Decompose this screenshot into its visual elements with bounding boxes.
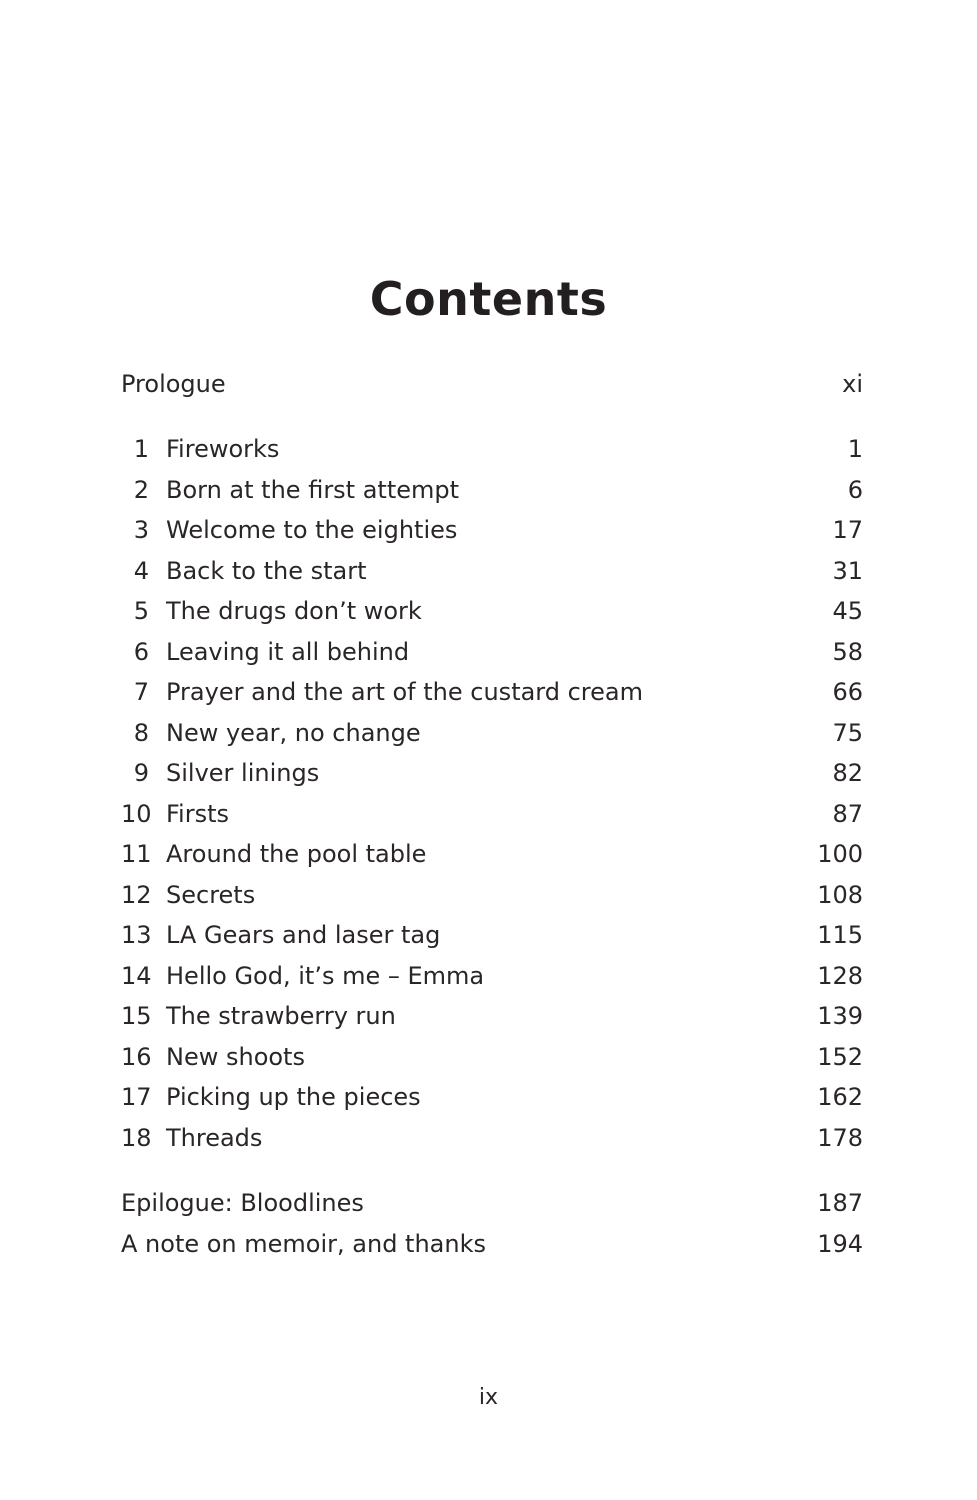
chapter-title: Back to the start xyxy=(166,556,367,585)
chapter-title: Silver linings xyxy=(166,759,320,787)
toc-entry-chapter xyxy=(121,591,863,631)
chapter-page: 162 xyxy=(817,1083,863,1111)
chapter-number: 8 xyxy=(133,718,149,747)
toc-entry-chapter xyxy=(121,915,863,955)
chapter-page: 6 xyxy=(847,475,863,504)
chapter-number: 16 xyxy=(121,1042,152,1071)
chapter-title: Prayer and the art of the custard cream xyxy=(166,678,643,706)
toc-entry-chapter xyxy=(121,1077,863,1117)
chapter-number: 6 xyxy=(133,637,149,666)
chapter-title: LA Gears and laser tag xyxy=(166,921,441,949)
toc-entry-label: Prologue xyxy=(121,370,226,398)
chapter-title: Born at the first attempt xyxy=(166,475,460,504)
chapter-number: 18 xyxy=(121,1123,152,1152)
chapter-page: 45 xyxy=(832,597,863,625)
toc-entry-chapter xyxy=(121,1118,863,1158)
chapter-page: 178 xyxy=(817,1123,863,1152)
page-title: Contents xyxy=(369,271,608,326)
chapter-title: Around the pool table xyxy=(166,840,427,868)
chapter-number: 3 xyxy=(133,516,149,544)
toc-entry-chapter xyxy=(121,551,863,591)
chapter-number: 4 xyxy=(133,556,149,585)
chapter-page: 87 xyxy=(832,799,863,828)
toc-entry-chapter xyxy=(121,794,863,834)
toc-entry-chapter xyxy=(121,996,863,1036)
toc-entry-page: 187 xyxy=(817,1189,863,1217)
chapter-number: 5 xyxy=(133,597,149,625)
chapter-number: 2 xyxy=(133,475,149,504)
toc-entry-chapter xyxy=(121,956,863,996)
chapter-number: 11 xyxy=(121,840,152,868)
toc-entry-chapter xyxy=(121,875,863,915)
chapter-number: 14 xyxy=(121,961,152,990)
chapter-page: 1 xyxy=(847,435,863,463)
chapter-number: 10 xyxy=(121,799,152,828)
chapter-page: 108 xyxy=(817,880,863,909)
toc-entry-label: A note on memoir, and thanks xyxy=(121,1229,486,1258)
toc-entry-chapter xyxy=(121,834,863,874)
chapter-page: 152 xyxy=(817,1042,863,1071)
chapter-title: Leaving it all behind xyxy=(166,637,410,666)
chapter-number: 7 xyxy=(133,678,149,706)
chapter-page: 31 xyxy=(832,556,863,585)
chapter-title: New year, no change xyxy=(166,718,421,747)
chapter-number: 17 xyxy=(121,1083,152,1111)
toc-entry-label: Epilogue: Bloodlines xyxy=(121,1189,364,1217)
page-number: ix xyxy=(478,1385,499,1410)
chapter-page: 17 xyxy=(832,516,863,544)
toc-entry-chapter xyxy=(121,632,863,672)
toc-entry-chapter xyxy=(121,713,863,753)
chapter-page: 75 xyxy=(832,718,863,747)
chapter-title: Firsts xyxy=(166,799,230,828)
chapter-title: New shoots xyxy=(166,1042,305,1071)
toc-entry-chapter xyxy=(121,510,863,550)
chapter-page: 58 xyxy=(832,637,863,666)
toc-entry-page: xi xyxy=(842,370,863,398)
chapter-number: 9 xyxy=(133,759,149,787)
chapter-page: 66 xyxy=(832,678,863,706)
toc-entry-chapter xyxy=(121,470,863,510)
chapter-page: 128 xyxy=(817,961,863,990)
chapter-title: The drugs don’t work xyxy=(166,597,422,625)
toc-entry-chapter xyxy=(121,429,863,469)
toc-entry-chapter xyxy=(121,753,863,793)
chapter-page: 139 xyxy=(817,1002,863,1030)
chapter-title: Picking up the pieces xyxy=(166,1083,421,1111)
chapter-page: 82 xyxy=(832,759,863,787)
chapter-title: Hello God, it’s me – Emma xyxy=(166,961,485,990)
chapter-page: 100 xyxy=(817,840,863,868)
toc-entry-chapter xyxy=(121,1037,863,1077)
chapter-title: Welcome to the eighties xyxy=(166,516,458,544)
chapter-number: 13 xyxy=(121,921,152,949)
toc-entry-chapter xyxy=(121,672,863,712)
chapter-title: Fireworks xyxy=(166,435,280,463)
toc-entry-page: 194 xyxy=(817,1229,863,1258)
toc-entry-prologue xyxy=(121,364,863,404)
toc-entry-note-on-memoir xyxy=(121,1224,863,1264)
chapter-number: 1 xyxy=(133,435,149,463)
toc-entry-epilogue xyxy=(121,1183,863,1223)
chapter-title: Secrets xyxy=(166,880,256,909)
chapter-number: 15 xyxy=(121,1002,152,1030)
chapter-number: 12 xyxy=(121,880,152,909)
chapter-page: 115 xyxy=(817,921,863,949)
chapter-title: Threads xyxy=(166,1123,263,1152)
chapter-title: The strawberry run xyxy=(166,1002,396,1030)
